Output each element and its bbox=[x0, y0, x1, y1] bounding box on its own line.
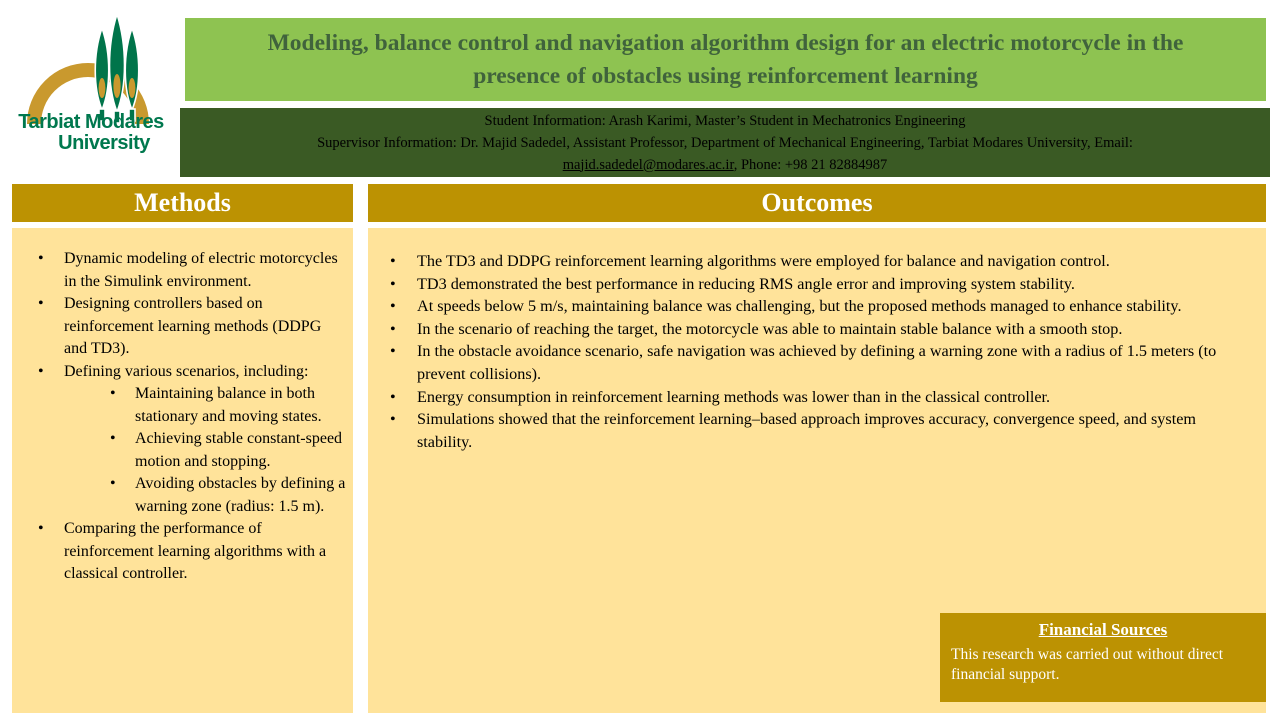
bullet-icon: • bbox=[38, 362, 44, 380]
university-name-line2: University bbox=[58, 132, 150, 154]
list-item bbox=[38, 361, 347, 519]
bullet-icon: • bbox=[390, 274, 396, 293]
contact-line bbox=[180, 154, 1270, 176]
list-item-text: Achieving stable constant-speed motion and stopping. bbox=[135, 430, 343, 470]
phone-text: , Phone: +98 21 82884987 bbox=[733, 156, 888, 173]
financial-sources-title: Financial Sources bbox=[1038, 620, 1168, 639]
list-item-text: Designing controllers based on reinforcement learning methods (DDPG and TD3). bbox=[64, 295, 322, 357]
list-item-text: In the obstacle avoidance scenario, safe navigation was achieved by defining a warning zone with a radius of 1.5 meters (to prevent collisions). bbox=[417, 342, 1217, 383]
list-item bbox=[110, 473, 347, 518]
bullet-icon: • bbox=[390, 387, 396, 406]
student-info-bar bbox=[180, 108, 1270, 177]
methods-section-header bbox=[12, 184, 353, 222]
bullet-icon: • bbox=[390, 410, 396, 429]
list-item bbox=[38, 518, 347, 586]
methods-list bbox=[12, 228, 353, 586]
university-logo bbox=[0, 0, 182, 178]
bullet-icon: • bbox=[390, 342, 396, 361]
outcomes-list bbox=[368, 228, 1266, 453]
list-item bbox=[390, 386, 1248, 409]
financial-sources-text: This research was carried out without direct financial support. bbox=[951, 646, 1224, 683]
bullet-icon: • bbox=[110, 385, 116, 402]
bullet-icon: • bbox=[38, 250, 44, 267]
outcomes-title: Outcomes bbox=[761, 188, 873, 217]
bullet-icon: • bbox=[390, 252, 396, 270]
list-item-text: TD3 demonstrated the best performance in reducing RMS angle error and improving system stability. bbox=[417, 274, 1075, 293]
list-item-text: Simulations showed that the reinforcement learning–based approach improves accuracy, convergence speed, and system stability. bbox=[417, 410, 1196, 451]
bullet-icon: • bbox=[390, 297, 396, 316]
list-item-text: Energy consumption in reinforcement learning methods was lower than in the classical controller. bbox=[417, 387, 1051, 406]
list-item-text: Avoiding obstacles by defining a warning zone (radius: 1.5 m). bbox=[135, 475, 346, 515]
methods-section-body bbox=[12, 228, 353, 713]
student-info-line: Student Information: Arash Karimi, Master’s Student in Mechatronics Engineering bbox=[484, 112, 966, 129]
bullet-icon: • bbox=[38, 295, 44, 312]
list-item-text: The TD3 and DDPG reinforcement learning algorithms were employed for balance and navigation control. bbox=[417, 252, 1110, 270]
poster-title: Modeling, balance control and navigation algorithm design for an electric motorcycle in the presence of obstacles using reinforcement learning bbox=[267, 29, 1184, 89]
list-item-text: Defining various scenarios, including: bbox=[64, 362, 309, 380]
methods-title: Methods bbox=[134, 188, 231, 217]
list-item bbox=[390, 273, 1248, 296]
list-item-text: In the scenario of reaching the target, the motorcycle was able to maintain stable balance with a smooth stop. bbox=[417, 319, 1123, 338]
list-item bbox=[110, 428, 347, 473]
university-name-line1: Tarbiat Modares bbox=[18, 111, 164, 133]
list-item bbox=[390, 250, 1248, 273]
list-item bbox=[110, 383, 347, 428]
list-item-text: Comparing the performance of reinforcement learning algorithms with a classical controller. bbox=[64, 520, 327, 582]
poster-title-bar bbox=[185, 18, 1266, 101]
list-item bbox=[38, 293, 347, 361]
outcomes-section-header bbox=[368, 184, 1266, 222]
bullet-icon: • bbox=[390, 319, 396, 338]
list-item bbox=[38, 248, 347, 293]
email-link[interactable]: majid.sadedel@modares.ac.ir bbox=[562, 156, 734, 173]
university-name bbox=[0, 112, 182, 154]
list-item bbox=[390, 340, 1248, 385]
bullet-icon: • bbox=[110, 475, 116, 492]
bullet-icon: • bbox=[110, 430, 116, 447]
list-item-text: Dynamic modeling of electric motorcycles in the Simulink environment. bbox=[64, 250, 338, 290]
list-item bbox=[390, 295, 1248, 318]
list-item bbox=[390, 318, 1248, 341]
list-item-text: Maintaining balance in both stationary and moving states. bbox=[135, 385, 322, 425]
financial-sources-box bbox=[940, 613, 1266, 702]
list-item bbox=[390, 408, 1248, 453]
methods-sublist bbox=[64, 383, 347, 518]
list-item-text: At speeds below 5 m/s, maintaining balance was challenging, but the proposed methods managed to enhance stability. bbox=[417, 297, 1182, 316]
supervisor-info-line: Supervisor Information: Dr. Majid Sadedel, Assistant Professor, Department of Mechanical Engineering, Tarbiat Modares University, Email: bbox=[317, 134, 1133, 151]
bullet-icon: • bbox=[38, 520, 44, 537]
